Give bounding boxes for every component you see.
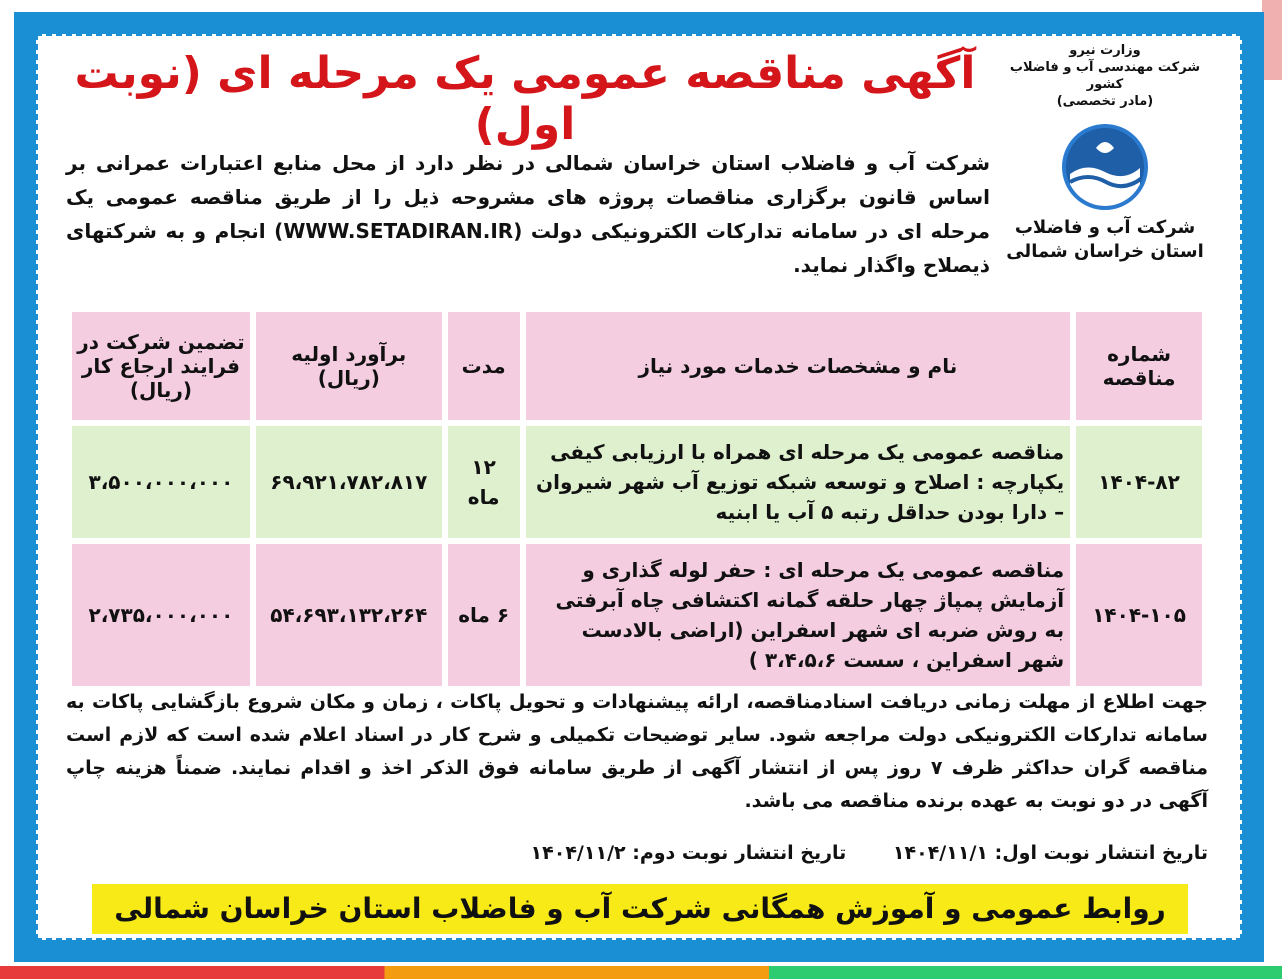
water-drop-logo-icon (1062, 124, 1148, 210)
intro-paragraph: شرکت آب و فاضلاب استان خراسان شمالی در نظر دارد از محل منابع اعتبارات عمرانی بر اساس قانون برگزاری مناقصات پروژه های مشروحه ذیل را از طریق مناقصه عمومی یک مرحله ای در سامانه تدارکات الکترونیکی دولت (WWW.SETADIRAN.IR) انجام و به شرکتهای ذیصلاح واگذار نماید. (66, 151, 991, 277)
tender-description: مناقصه عمومی یک مرحله ای همراه با ارزیابی کیفی یکپارچه : اصلاح و توسعه شبکه توزیع آب شهر شیروان – دارا بودن حداقل رتبه ۵ آب یا ابنیه (526, 426, 1071, 538)
corner-decoration (1262, 0, 1282, 80)
header-duration: مدت (448, 312, 520, 420)
header-estimate: برآورد اولیه (ریال) (256, 312, 442, 420)
publication-dates (66, 842, 1208, 864)
header-tender-number: شماره مناقصه (1076, 312, 1202, 420)
tender-table (66, 306, 1208, 692)
tender-guarantee: ۳،۵۰۰،۰۰۰،۰۰۰ (72, 426, 250, 538)
footer-paragraph: جهت اطلاع از مهلت زمانی دریافت اسنادمناقصه، ارائه پیشنهادات و تحویل پاکات ، زمان و مکان شروع بازگشایی پاکات به سامانه تدارکات الکترونیکی دولت مراجعه شود. سایر توضیحات تکمیلی و شرح کار در اسناد اعلام شده است که لازم است مناقصه گران حداکثر ظرف ۷ روز پس از انتشار آگهی از طریق سامانه فوق الذکر اخذ و اقدام نمایند. ضمناً هزینه چاپ آگهی در دو نوبت به عهده برنده مناقصه می باشد. (66, 691, 1209, 812)
company-name-line1: شرکت آب و فاضلاب (1014, 217, 1196, 238)
tender-guarantee: ۲،۷۳۵،۰۰۰،۰۰۰ (72, 544, 250, 686)
tender-duration: ۱۲ ماه (448, 426, 520, 538)
header-description: نام و مشخصات خدمات مورد نیاز (526, 312, 1071, 420)
ad-title: آگهی مناقصه عمومی یک مرحله ای (نوبت اول) (74, 48, 976, 150)
public-relations-banner: روابط عمومی و آموزش همگانی شرکت آب و فاضلاب استان خراسان شمالی (92, 884, 1188, 934)
table-row (72, 426, 1202, 538)
tender-estimate: ۶۹،۹۲۱،۷۸۲،۸۱۷ (256, 426, 442, 538)
ministry-name: وزارت نیرو (1069, 43, 1141, 58)
header-guarantee: تضمین شرکت در فرایند ارجاع کار (ریال) (72, 312, 250, 420)
tender-number: ۱۴۰۴-۱۰۵ (1076, 544, 1202, 686)
bottom-color-strip (0, 966, 1282, 979)
tender-number: ۱۴۰۴-۸۲ (1076, 426, 1202, 538)
table-header-row (72, 312, 1202, 420)
table-row (72, 544, 1202, 686)
parent-company-name: شرکت مهندسی آب و فاضلاب کشور (1009, 60, 1201, 92)
tender-duration: ۶ ماه (448, 544, 520, 686)
second-publication-date: تاریخ انتشار نوبت دوم: ۱۴۰۴/۱۱/۲ (530, 842, 847, 864)
tender-description: مناقصه عمومی یک مرحله ای : حفر لوله گذاری و آزمایش پمپاژ چهار حلقه گمانه اکتشافی چاه آبرفتی به روش ضربه ای شهر اسفراین (اراضی بالادست شهر اسفراین ، سست ۳،۴،۵،۶ ) (526, 544, 1071, 686)
company-logo-block (1000, 42, 1210, 264)
company-name-line2: استان خراسان شمالی (1006, 241, 1204, 262)
first-publication-date: تاریخ انتشار نوبت اول: ۱۴۰۴/۱۱/۱ (892, 842, 1208, 864)
tender-estimate: ۵۴،۶۹۳،۱۳۲،۲۶۴ (256, 544, 442, 686)
parent-company-type: (مادر تخصصی) (1056, 94, 1154, 109)
